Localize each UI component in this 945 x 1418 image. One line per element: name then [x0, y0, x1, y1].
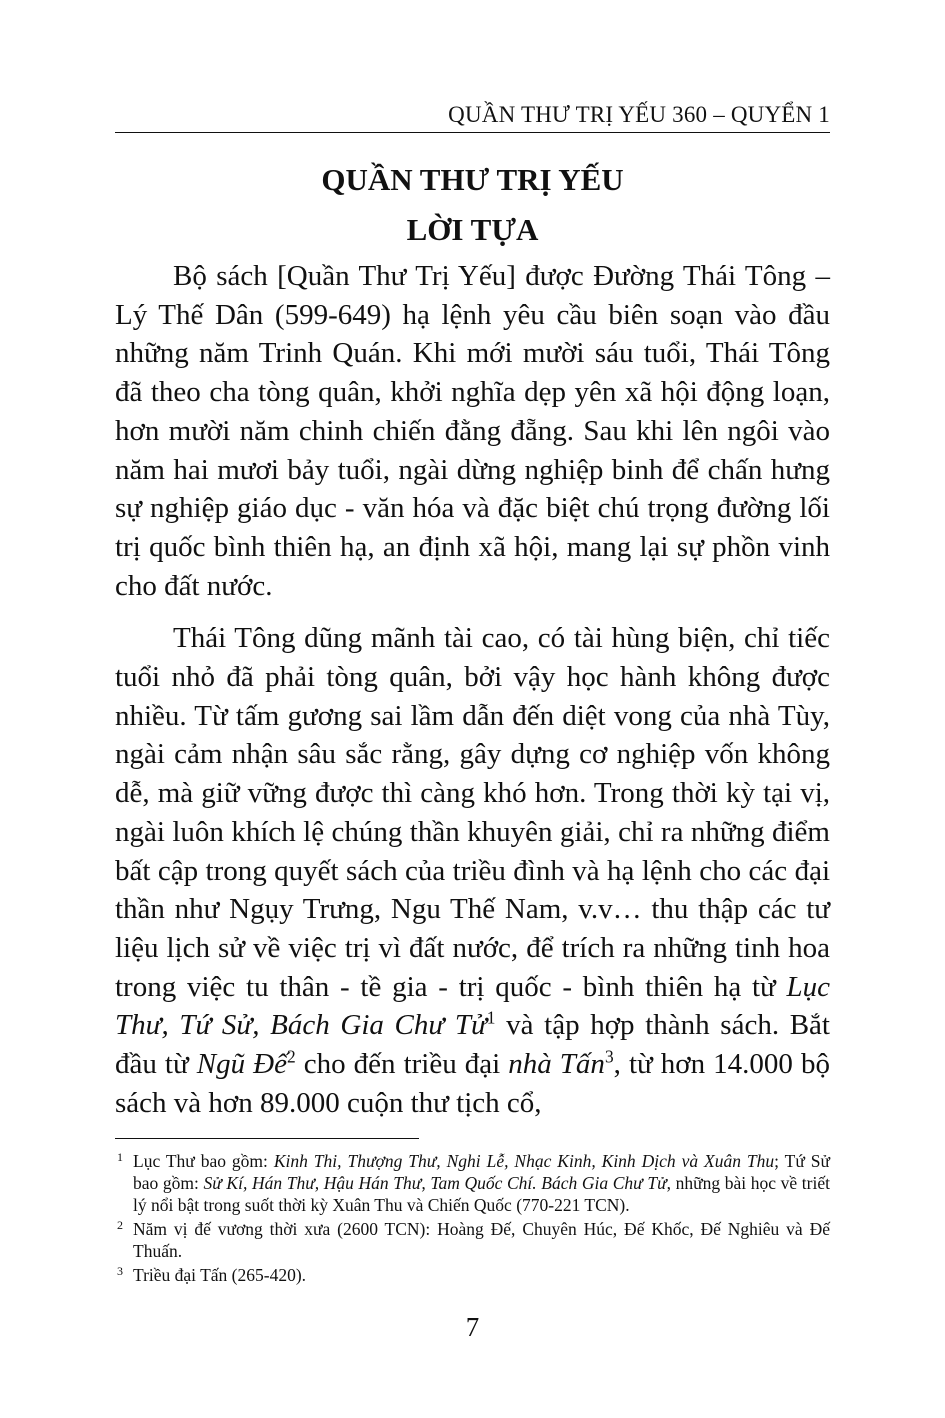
footnote-ref-1[interactable]: 1 [486, 1007, 496, 1028]
footnote-1 [115, 1150, 830, 1216]
footnote-text: Triều đại Tấn (265-420). [133, 1265, 307, 1285]
footnote-separator [115, 1138, 419, 1139]
italic-five-emperors: Ngũ Đế [196, 1048, 287, 1081]
footnotes [115, 1150, 830, 1286]
footnote-mark: 2 [117, 1218, 123, 1232]
body-text [115, 257, 830, 1122]
paragraph-2-text-3: cho đến triều đại [295, 1048, 509, 1081]
header-rule [115, 132, 830, 133]
italic-jin-dynasty: nhà Tấn [508, 1048, 605, 1081]
footnote-text: Năm vị đế vương thời xưa (2600 TCN): Hoàng Đế, Chuyên Húc, Đế Khốc, Đế Nghiêu và Đế Thuấn. [133, 1219, 830, 1261]
footnote-mark: 3 [117, 1264, 123, 1278]
footnote-text: Lục Thư bao gồm: [133, 1151, 274, 1171]
running-header: QUẦN THƯ TRỊ YẾU 360 – QUYỂN 1 [448, 102, 830, 127]
chapter-subtitle: LỜI TỰA [406, 212, 539, 247]
footnote-text: ; Tứ Sử bao gồm: [133, 1151, 830, 1193]
footnote-ref-2[interactable]: 2 [286, 1046, 296, 1067]
footnote-mark: 1 [117, 1150, 123, 1164]
italic-six-books: Lục Thư, Tứ Sử, Bách Gia Chư Tử [115, 970, 830, 1042]
footnote-3 [115, 1264, 830, 1286]
paragraph-2-text-1: Thái Tông dũng mãnh tài cao, có tài hùng biện, chỉ tiếc tuổi nhỏ đã phải tòng quân, bởi vậy học hành không được nhiều. Từ tấm gương sai lầm dẫn đến diệt vong của nhà Tùy, ngài cảm nhận sâu sắc rằng, gây dựng cơ nghiệp vốn không dễ, mà giữ vững được thì càng khó hơn. Trong thời kỳ tại vị, ngài luôn khích lệ chúng thần khuyên giải, chỉ ra những điểm bất cập trong quyết sách của triều đình và hạ lệnh cho các đại thần như Ngụy Trưng, Ngu Thế Nam, v.v… thu thập các tư liệu lịch sử về việc trị vì đất nước, để trích ra những tinh hoa trong việc tu thân - tề gia - trị quốc - bình thiên hạ từ [115, 622, 830, 1003]
paragraph-1: Bộ sách [Quần Thư Trị Yếu] được Đường Thái Tông – Lý Thế Dân (599-649) hạ lệnh yêu cầu biên soạn vào đầu những năm Trinh Quán. Khi mới mười sáu tuổi, Thái Tông đã theo cha tòng quân, khởi nghĩa dẹp yên xã hội động loạn, hơn mười năm chinh chiến đằng đẵng. Sau khi lên ngôi vào năm hai mươi bảy tuổi, ngài dừng nghiệp binh để chấn hưng sự nghiệp giáo dục - văn hóa và đặc biệt chú trọng đường lối trị quốc bình thiên hạ, an định xã hội, mang lại sự phồn vinh cho đất nước. [115, 260, 830, 602]
footnote-text: , những bài học về triết lý nổi bật trong suốt thời kỳ Xuân Thu và Chiến Quốc (770-221 TCN). [133, 1173, 830, 1215]
footnote-ref-3[interactable]: 3 [604, 1046, 614, 1067]
chapter-title: QUẦN THƯ TRỊ YẾU [321, 162, 624, 197]
footnote-text: Kinh Thi, Thượng Thư, Nghi Lễ, Nhạc Kinh, Kinh Dịch và Xuân Thu [273, 1151, 775, 1171]
footnote-text: Sử Kí, Hán Thư, Hậu Hán Thư, Tam Quốc Chí. Bách Gia Chư Tử [203, 1173, 667, 1193]
page-number: 7 [465, 1312, 480, 1342]
paragraph-2 [115, 619, 830, 1122]
footnote-2 [115, 1218, 830, 1262]
paragraph-2-text-4: , từ hơn 14.000 bộ sách và hơn 89.000 cuộn thư tịch cổ, [115, 1048, 830, 1119]
paragraph-2-text-2: và tập hợp thành sách. Bắt đầu từ [115, 1009, 830, 1081]
